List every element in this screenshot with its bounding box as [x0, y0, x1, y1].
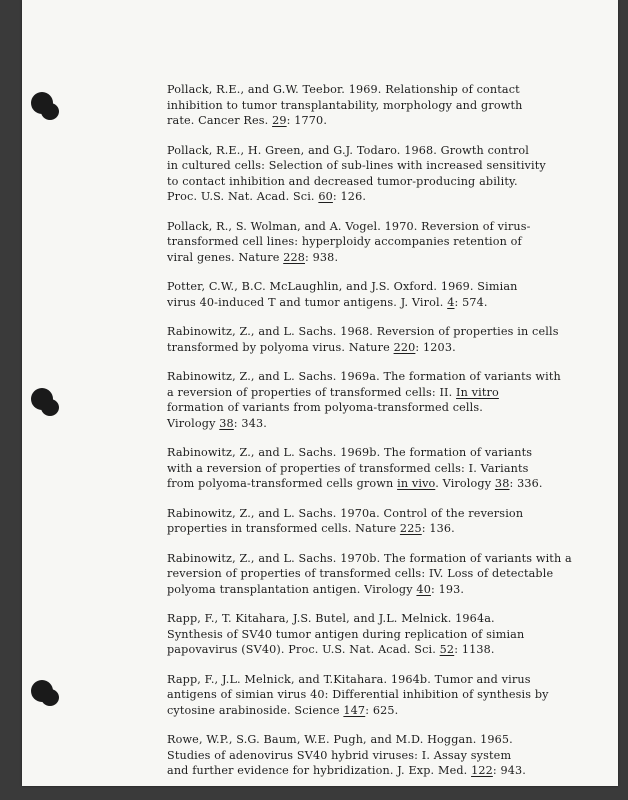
reference-line: [167, 369, 607, 385]
reference-line: [167, 732, 607, 748]
reference-text: transformed by polyoma virus. Nature: [167, 340, 394, 354]
reference-underlined-text: 60: [318, 190, 333, 203]
reference-line: [167, 143, 607, 159]
reference-text: : 126.: [332, 190, 367, 203]
reference-entry: [167, 672, 607, 719]
reference-entry: [167, 551, 607, 598]
document-page: [22, 0, 618, 786]
reference-line: [167, 687, 607, 703]
reference-line: [167, 385, 607, 401]
reference-text: : 625.: [365, 703, 399, 717]
reference-text: with a reversion of properties of transformed cells: I. Variants: [167, 461, 529, 475]
reference-line: [167, 295, 607, 311]
reference-text: : 1203.: [415, 340, 456, 354]
reference-underlined-text: 4: [447, 295, 455, 309]
reference-line: [167, 506, 607, 522]
reference-line: [167, 98, 607, 114]
reference-line: [167, 279, 607, 295]
reference-line: [167, 521, 607, 537]
reference-line: [167, 566, 607, 582]
reference-line: [167, 82, 607, 98]
reference-text: : 193.: [430, 582, 465, 596]
reference-line: [167, 174, 607, 190]
reference-line: [167, 476, 607, 492]
reference-line: [167, 748, 607, 764]
reference-line: [167, 642, 607, 658]
punch-hole-bottom-shadow: [41, 689, 59, 706]
reference-entry: [167, 506, 607, 537]
reference-text: Pollack, R., S. Wolman, and A. Vogel. 1970. Reversion of virus-: [167, 219, 531, 233]
reference-text: Rabinowitz, Z., and L. Sachs. 1969b. The formation of variants: [167, 446, 533, 459]
reference-underlined-text: 29: [272, 114, 287, 127]
reference-text: antigens of simian virus 40: Differential inhibition of synthesis by: [167, 688, 549, 701]
reference-text: Pollack, R.E., H. Green, and G.J. Todaro. 1968. Growth control: [167, 143, 529, 157]
reference-text: and further evidence for hybridization. J. Exp. Med.: [167, 764, 472, 777]
reference-line: [167, 340, 607, 356]
reference-line: [167, 416, 607, 432]
reference-text: : 336.: [509, 477, 543, 490]
reference-text: polyoma transplantation antigen. Virology: [167, 582, 417, 596]
reference-line: [167, 627, 607, 643]
reference-entry: [167, 611, 607, 658]
reference-line: [167, 324, 607, 340]
reference-text: a reversion of properties of transformed cells: II.: [167, 385, 457, 399]
reference-text: : 1770.: [286, 114, 328, 127]
reference-underlined-text: 38: [494, 477, 510, 490]
reference-underlined-text: 38: [219, 416, 234, 430]
reference-text: : 136.: [421, 522, 455, 535]
reference-line: [167, 703, 607, 719]
reference-text: : 938.: [305, 250, 339, 264]
reference-entry: [167, 279, 607, 310]
reference-text: cytosine arabinoside. Science: [167, 703, 344, 717]
reference-underlined-text: 40: [416, 582, 431, 596]
reference-text: Virology: [167, 416, 220, 430]
reference-entry: [167, 445, 607, 492]
reference-text: Proc. U.S. Nat. Acad. Sci.: [167, 190, 319, 203]
reference-entry: [167, 82, 607, 129]
reference-line: [167, 113, 607, 129]
reference-text: virus 40-induced T and tumor antigens. J. Virol.: [167, 295, 448, 309]
reference-entry: [167, 143, 607, 205]
reference-line: [167, 189, 607, 205]
reference-text: in cultured cells: Selection of sub-lines with increased sensitivity: [167, 159, 546, 172]
reference-text: : 1138.: [454, 643, 495, 656]
reference-text: viral genes. Nature: [167, 250, 284, 264]
reference-underlined-text: In vitro: [456, 385, 499, 399]
reference-line: [167, 250, 607, 266]
reference-text: . Virology: [435, 477, 495, 490]
reference-text: : 943.: [492, 764, 527, 777]
reference-line: [167, 158, 607, 174]
reference-text: Rapp, F., J.L. Melnick, and T.Kitahara. 1964b. Tumor and virus: [167, 672, 531, 686]
reference-underlined-text: 52: [439, 643, 455, 656]
reference-text: Rabinowitz, Z., and L. Sachs. 1970a. Control of the reversion: [167, 506, 524, 520]
reference-entry: [167, 369, 607, 431]
reference-line: [167, 234, 607, 250]
reference-text: Rabinowitz, Z., and L. Sachs. 1969a. The formation of variants with: [167, 370, 561, 383]
reference-text: Pollack, R.E., and G.W. Teebor. 1969. Relationship of contact: [167, 83, 520, 96]
reference-text: Potter, C.W., B.C. McLaughlin, and J.S. Oxford. 1969. Simian: [167, 280, 518, 293]
reference-text: papovavirus (SV40). Proc. U.S. Nat. Acad. Sci.: [167, 643, 440, 656]
reference-entry: [167, 324, 607, 355]
reference-text: properties in transformed cells. Nature: [167, 522, 400, 535]
punch-hole-middle-shadow: [41, 399, 59, 416]
reference-text: transformed cell lines: hyperploidy accompanies retention of: [167, 235, 522, 248]
punch-hole-top-shadow: [41, 103, 59, 120]
reference-underlined-text: 147: [343, 703, 366, 717]
reference-list: [167, 82, 607, 779]
reference-line: [167, 400, 607, 416]
reference-underlined-text: 122: [471, 764, 493, 777]
reference-text: Studies of adenovirus SV40 hybrid viruses: I. Assay system: [167, 748, 512, 762]
reference-entry: [167, 732, 607, 779]
reference-text: Rowe, W.P., S.G. Baum, W.E. Pugh, and M.D. Hoggan. 1965.: [167, 733, 513, 746]
reference-line: [167, 582, 607, 598]
reference-text: Rabinowitz, Z., and L. Sachs. 1970b. The formation of variants with a: [167, 551, 572, 565]
reference-text: Rapp, F., T. Kitahara, J.S. Butel, and J.L. Melnick. 1964a.: [167, 612, 495, 625]
reference-line: [167, 763, 607, 779]
reference-text: reversion of properties of transformed cells: IV. Loss of detectable: [167, 567, 554, 580]
reference-underlined-text: 225: [399, 522, 422, 535]
reference-text: from polyoma-transformed cells grown: [167, 477, 398, 490]
reference-line: [167, 611, 607, 627]
reference-text: to contact inhibition and decreased tumor-producing ability.: [167, 174, 518, 188]
reference-line: [167, 461, 607, 477]
reference-underlined-text: 228: [283, 250, 306, 264]
reference-line: [167, 551, 607, 567]
reference-text: Synthesis of SV40 tumor antigen during replication of simian: [167, 627, 525, 641]
reference-line: [167, 672, 607, 688]
reference-line: [167, 445, 607, 461]
reference-entry: [167, 219, 607, 266]
reference-line: [167, 219, 607, 235]
reference-underlined-text: 220: [393, 340, 416, 354]
reference-text: : 574.: [454, 295, 488, 309]
reference-text: rate. Cancer Res.: [167, 114, 273, 127]
reference-text: Rabinowitz, Z., and L. Sachs. 1968. Reversion of properties in cells: [167, 325, 559, 338]
reference-text: inhibition to tumor transplantability, morphology and growth: [167, 98, 523, 112]
reference-text: formation of variants from polyoma-transformed cells.: [167, 401, 483, 414]
reference-underlined-text: in vivo: [397, 477, 436, 490]
reference-text: : 343.: [233, 416, 267, 430]
